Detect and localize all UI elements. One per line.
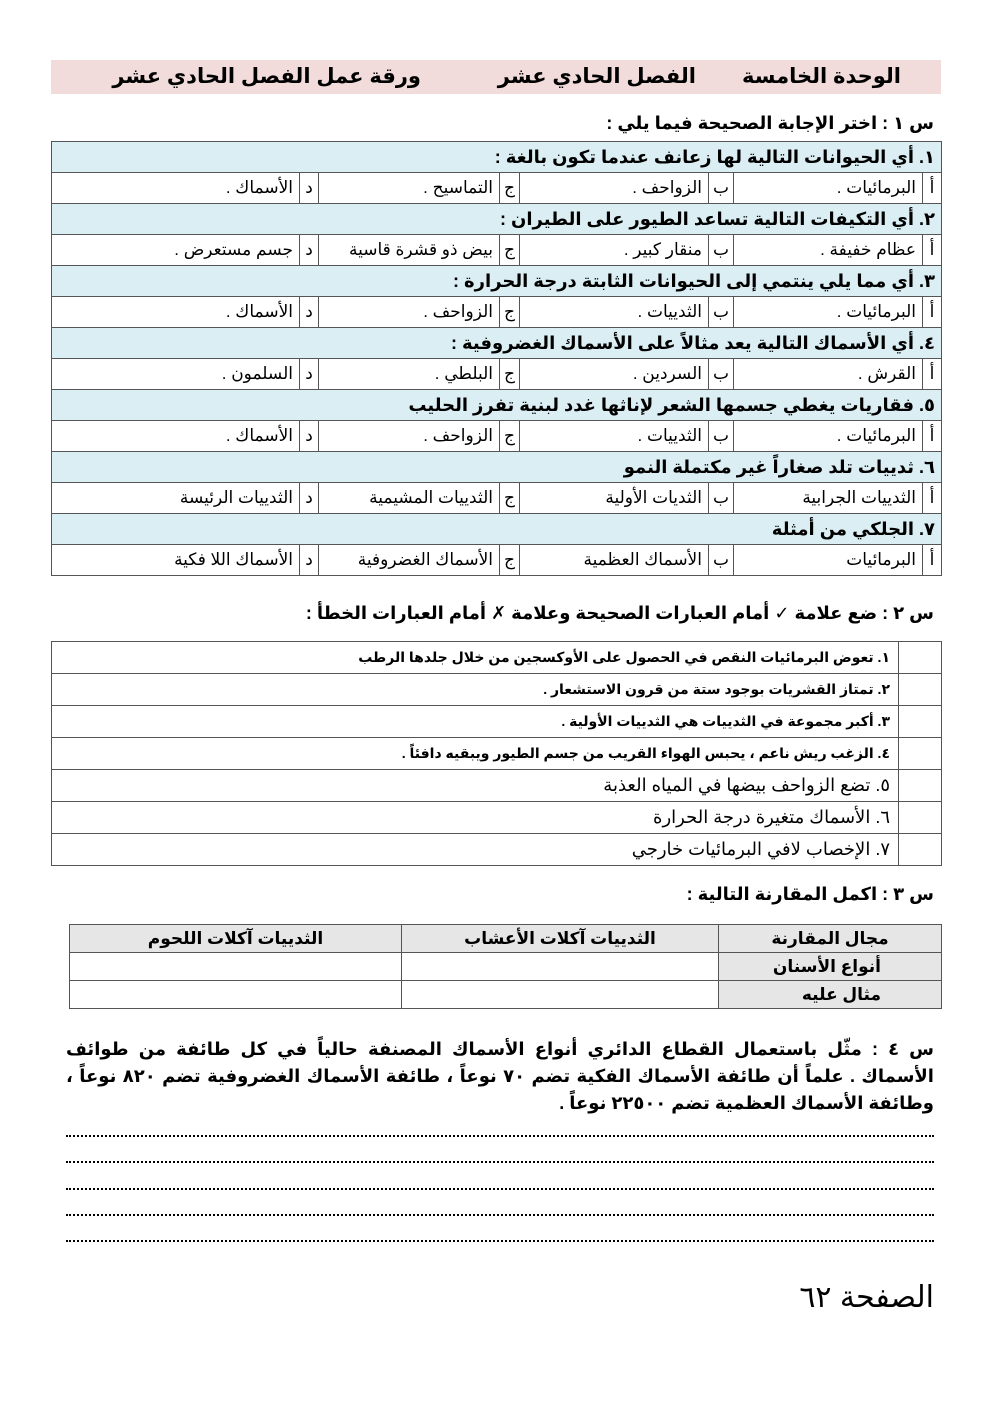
statement: ١. تعوض البرمائيات النقص في الحصول على الأوكسجين من خلال جلدها الرطب <box>52 642 899 674</box>
option-label: ج <box>500 421 520 452</box>
header-band <box>51 60 941 94</box>
option-label: د <box>300 235 319 266</box>
answer-mark-cell[interactable] <box>899 738 942 770</box>
mcq-question: ٥. فقاريات يغطي جسمها الشعر لإناثها غدد لبنية تفرز الحليب <box>52 390 942 421</box>
option-label: أ <box>923 297 942 328</box>
option-label: ب <box>708 235 733 266</box>
option-label: ب <box>708 421 733 452</box>
comparison-answer-cell[interactable] <box>402 981 719 1009</box>
mcq-question: ٣. أي مما يلي ينتمي إلى الحيوانات الثابتة درجة الحرارة : <box>52 266 942 297</box>
option-label: د <box>300 483 319 514</box>
page-number: الصفحة ٦٢ <box>799 1281 934 1314</box>
mcq-option[interactable]: الأسماك . <box>52 297 300 328</box>
mcq-option[interactable]: البرمائيات . <box>734 421 923 452</box>
answer-line[interactable] <box>66 1188 934 1190</box>
mcq-option[interactable]: الثدييات الرئيسة <box>52 483 300 514</box>
mcq-option[interactable]: منقار كبير . <box>519 235 708 266</box>
comparison-answer-cell[interactable] <box>402 953 719 981</box>
option-label: ج <box>500 545 520 576</box>
mcq-option[interactable]: الزواحف . <box>319 421 500 452</box>
answer-line[interactable] <box>66 1135 934 1137</box>
q3-title: س ٣ : اكمل المقارنة التالية : <box>686 884 934 904</box>
mcq-option[interactable]: بيض ذو قشرة قاسية <box>319 235 500 266</box>
mcq-option[interactable]: الأسماك . <box>52 173 300 204</box>
mcq-option[interactable]: السلمون . <box>52 359 300 390</box>
mcq-question: ١. أي الحيوانات التالية لها زعانف عندما تكون بالغة : <box>52 142 942 173</box>
option-label: ب <box>708 297 733 328</box>
mcq-option[interactable]: جسم مستعرض . <box>52 235 300 266</box>
true-false-table <box>51 641 942 866</box>
comparison-row-label: أنواع الأسنان <box>719 953 942 981</box>
mcq-question: ٦. ثدييات تلد صغاراً غير مكتملة النمو <box>52 452 942 483</box>
q1-title: س ١ : اختر الإجابة الصحيحة فيما يلي : <box>606 113 934 133</box>
mcq-option[interactable]: البلطي . <box>319 359 500 390</box>
mcq-option[interactable]: الثدييات . <box>519 297 708 328</box>
mcq-question: ٢. أي التكيفات التالية تساعد الطيور على الطيران : <box>52 204 942 235</box>
mcq-option[interactable]: البرمائيات . <box>734 173 923 204</box>
q4-text: س ٤ : مثّل باستعمال القطاع الدائري أنواع الأسماك المصنفة حالياً في كل طائفة من طوائف الأسماك . علماً أن طائفة الأسماك الفكية تضم ٧٠ نوعاً ، طائفة الأسماك الغضروفية تضم ٨٢٠ نوعاً ، وطائفة الأسماك العظمية تضم ٢٢٥٠٠ نوعاً . <box>66 1039 934 1113</box>
option-label: ج <box>500 173 520 204</box>
option-label: د <box>300 359 319 390</box>
answer-mark-cell[interactable] <box>899 802 942 834</box>
mcq-option[interactable]: الزواحف . <box>519 173 708 204</box>
mcq-option[interactable]: عظام خفيفة . <box>734 235 923 266</box>
mcq-option[interactable]: الأسماك العظمية <box>519 545 708 576</box>
option-label: ب <box>708 173 733 204</box>
option-label: ج <box>500 297 520 328</box>
worksheet-title: ورقة عمل الفصل الحادي عشر <box>112 65 421 88</box>
mcq-option[interactable]: الأسماك الغضروفية <box>319 545 500 576</box>
mcq-option[interactable]: الثديات الأولية <box>519 483 708 514</box>
mcq-option[interactable]: التماسيح . <box>319 173 500 204</box>
comparison-answer-cell[interactable] <box>70 981 402 1009</box>
comparison-row-label: مثال عليه <box>719 981 942 1009</box>
option-label: أ <box>923 545 942 576</box>
statement: ٤. الزغب ريش ناعم ، يحبس الهواء القريب من جسم الطيور ويبقيه دافئاً . <box>52 738 899 770</box>
answer-line[interactable] <box>66 1161 934 1163</box>
statement: ٦. الأسماك متغيرة درجة الحرارة <box>52 802 899 834</box>
option-label: أ <box>923 483 942 514</box>
q2-title: س ٢ : ضع علامة ✓ أمام العبارات الصحيحة وعلامة ✗ أمام العبارات الخطأ : <box>305 603 934 623</box>
comparison-header: الثدييات آكلات اللحوم <box>70 925 402 953</box>
answer-mark-cell[interactable] <box>899 706 942 738</box>
option-label: ج <box>500 359 520 390</box>
mcq-option[interactable]: الثدييات . <box>519 421 708 452</box>
answer-mark-cell[interactable] <box>899 642 942 674</box>
statement: ٣. أكبر مجموعة في الثدييات هي الثدييات الأولية . <box>52 706 899 738</box>
option-label: د <box>300 173 319 204</box>
mcq-table <box>51 141 942 576</box>
mcq-question: ٤. أي الأسماك التالية يعد مثالاً على الأسماك الغضروفية : <box>52 328 942 359</box>
option-label: أ <box>923 173 942 204</box>
answer-line[interactable] <box>66 1240 934 1242</box>
mcq-option[interactable]: الأسماك اللا فكية <box>52 545 300 576</box>
option-label: د <box>300 545 319 576</box>
mcq-option[interactable]: البرمائيات <box>734 545 923 576</box>
option-label: أ <box>923 421 942 452</box>
mcq-option[interactable]: السردين . <box>519 359 708 390</box>
chapter-title: الفصل الحادي عشر <box>497 65 696 88</box>
comparison-header: مجال المقارنة <box>719 925 942 953</box>
answer-line[interactable] <box>66 1214 934 1216</box>
option-label: ب <box>708 359 733 390</box>
option-label: ب <box>708 545 733 576</box>
mcq-option[interactable]: الزواحف . <box>319 297 500 328</box>
option-label: ب <box>708 483 733 514</box>
answer-mark-cell[interactable] <box>899 770 942 802</box>
option-label: أ <box>923 359 942 390</box>
statement: ٥. تضع الزواحف بيضها في المياه العذبة <box>52 770 899 802</box>
comparison-header: الثدييات آكلات الأعشاب <box>402 925 719 953</box>
statement: ٧. الإخصاب لافي البرمائيات خارجي <box>52 834 899 866</box>
option-label: ج <box>500 235 520 266</box>
unit-title: الوحدة الخامسة <box>742 65 901 88</box>
mcq-option[interactable]: الثدييات المشيمية <box>319 483 500 514</box>
mcq-question: ٧. الجلكي من أمثلة <box>52 514 942 545</box>
option-label: د <box>300 421 319 452</box>
option-label: أ <box>923 235 942 266</box>
option-label: د <box>300 297 319 328</box>
comparison-table <box>69 924 942 1009</box>
answer-mark-cell[interactable] <box>899 834 942 866</box>
mcq-option[interactable]: البرمائيات . <box>734 297 923 328</box>
option-label: ج <box>500 483 520 514</box>
mcq-option[interactable]: القرش . <box>734 359 923 390</box>
mcq-option[interactable]: الثدييات الجرابية <box>734 483 923 514</box>
answer-mark-cell[interactable] <box>899 674 942 706</box>
comparison-answer-cell[interactable] <box>70 953 402 981</box>
mcq-option[interactable]: الأسماك . <box>52 421 300 452</box>
statement: ٢. تمتاز القشريات بوجود ستة من قرون الاستشعار . <box>52 674 899 706</box>
